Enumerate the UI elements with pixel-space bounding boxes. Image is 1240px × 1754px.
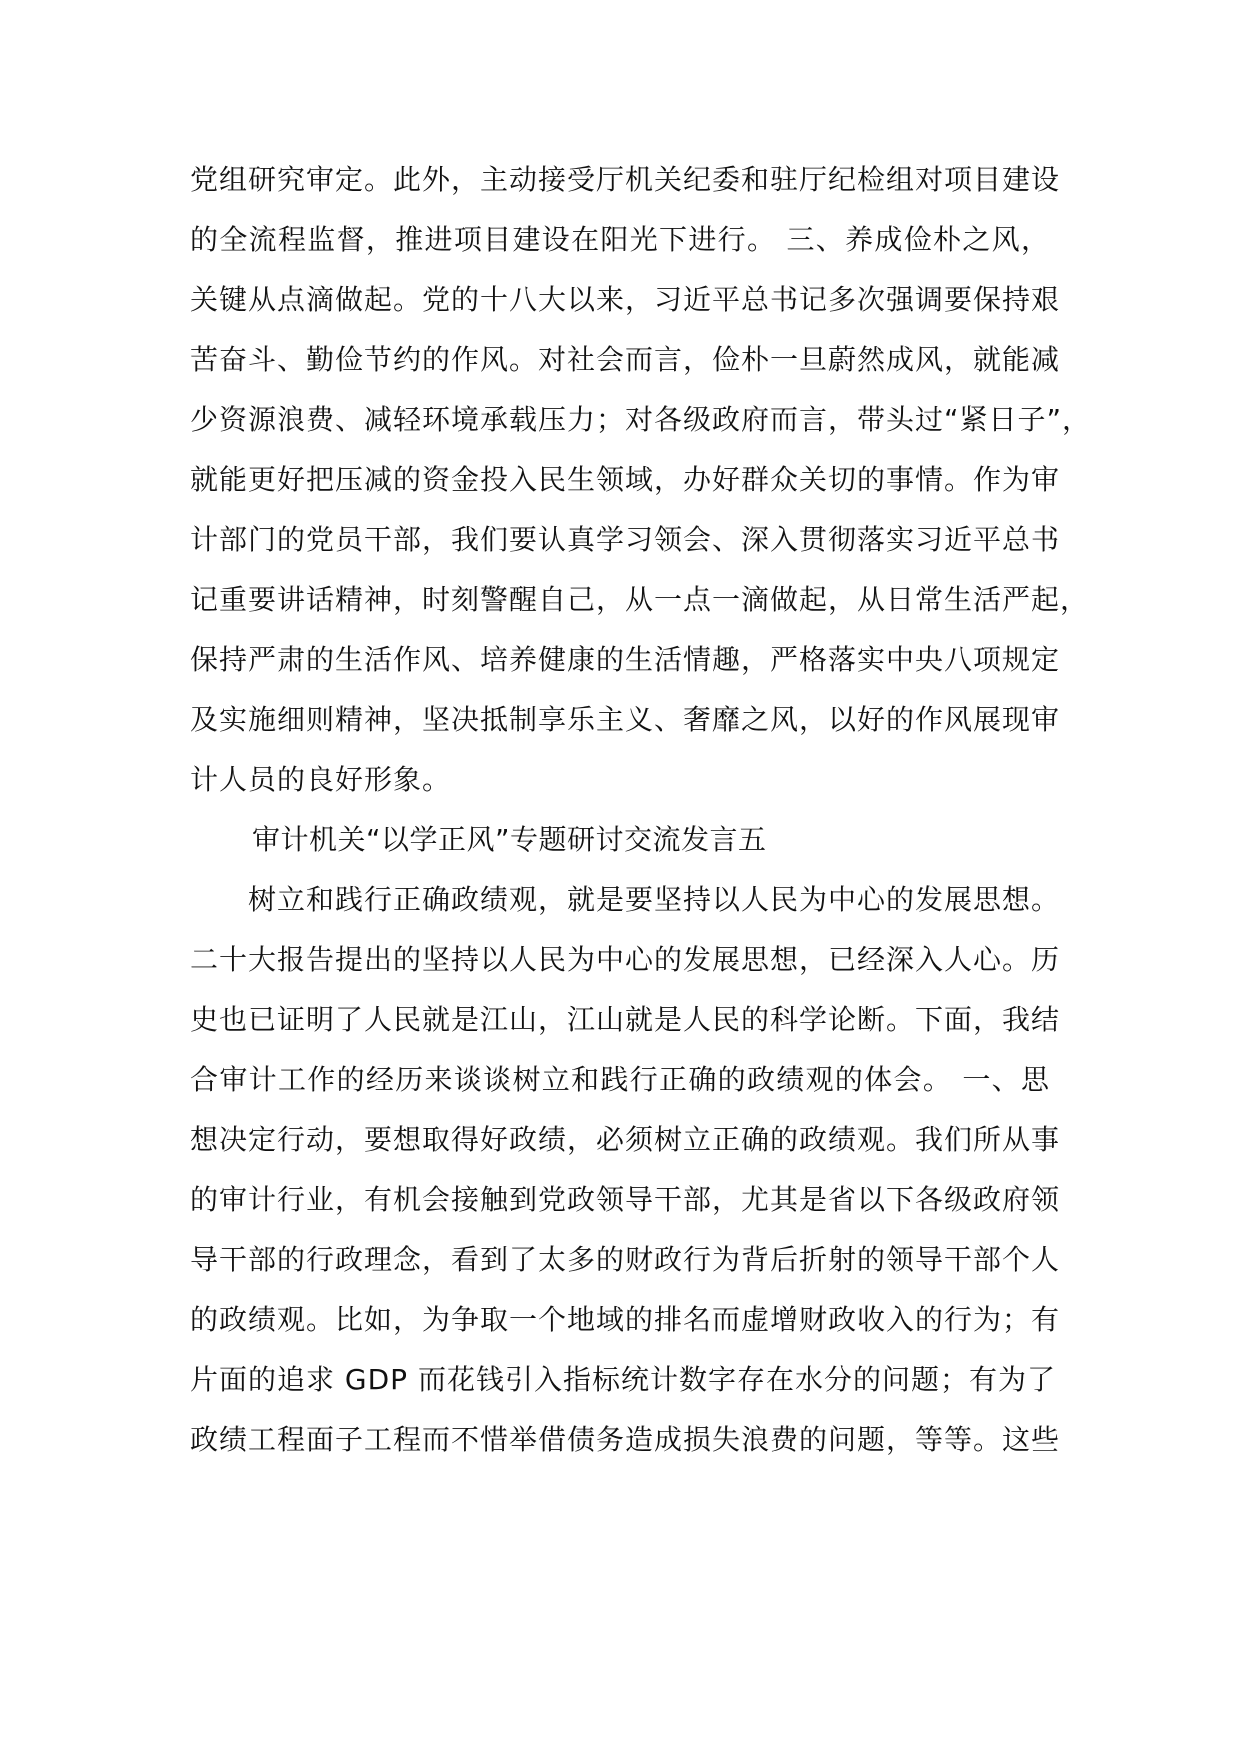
paragraph-line: 计部门的党员干部，我们要认真学习领会、深入贯彻落实习近平总书: [190, 523, 1061, 556]
paragraph-line: 片面的追求 GDP 而花钱引入指标统计数字存在水分的问题；有为了: [190, 1363, 1056, 1396]
paragraph-line: 关键从点滴做起。党的十八大以来，习近平总书记多次强调要保持艰: [190, 283, 1061, 316]
paragraph-line: 及实施细则精神，坚决抵制享乐主义、奢靡之风，以好的作风展现审: [190, 703, 1061, 736]
paragraph-line: 合审计工作的经历来谈谈树立和践行正确的政绩观的体会。 一、思: [190, 1063, 1050, 1096]
paragraph-line: 的政绩观。比如，为争取一个地域的排名而虚增财政收入的行为；有: [190, 1303, 1061, 1336]
paragraph-line: 少资源浪费、减轻环境承载压力；对各级政府而言，带头过“紧日子”，: [190, 403, 1092, 436]
paragraph-line: 二十大报告提出的坚持以人民为中心的发展思想，已经深入人心。历: [190, 943, 1061, 976]
paragraph-line: 树立和践行正确政绩观，就是要坚持以人民为中心的发展思想。: [248, 883, 1061, 916]
paragraph-line: 苦奋斗、勤俭节约的作风。对社会而言，俭朴一旦蔚然成风，就能减: [190, 343, 1061, 376]
section-heading: 审计机关“以学正风”专题研讨交流发言五: [252, 823, 767, 856]
paragraph-line: 的审计行业，有机会接触到党政领导干部，尤其是省以下各级政府领: [190, 1183, 1061, 1216]
paragraph-line: 政绩工程面子工程而不惜举借债务造成损失浪费的问题，等等。这些: [190, 1423, 1061, 1456]
paragraph-line: 的全流程监督，推进项目建设在阳光下进行。 三、养成俭朴之风，: [190, 223, 1050, 256]
document-body: [190, 150, 1092, 1470]
paragraph-line: 记重要讲话精神，时刻警醒自己，从一点一滴做起，从日常生活严起，: [190, 583, 1090, 616]
paragraph-line: 导干部的行政理念，看到了太多的财政行为背后折射的领导干部个人: [190, 1243, 1061, 1276]
paragraph-line: 保持严肃的生活作风、培养健康的生活情趣，严格落实中央八项规定: [190, 643, 1061, 676]
paragraph-line: 想决定行动，要想取得好政绩，必须树立正确的政绩观。我们所从事: [190, 1123, 1061, 1156]
paragraph-line: 计人员的良好形象。: [190, 763, 452, 796]
paragraph-line: 就能更好把压减的资金投入民生领域，办好群众关切的事情。作为审: [190, 463, 1061, 496]
paragraph-line: 党组研究审定。此外，主动接受厅机关纪委和驻厅纪检组对项目建设: [190, 163, 1061, 196]
paragraph-line: 史也已证明了人民就是江山，江山就是人民的科学论断。下面，我结: [190, 1003, 1061, 1036]
